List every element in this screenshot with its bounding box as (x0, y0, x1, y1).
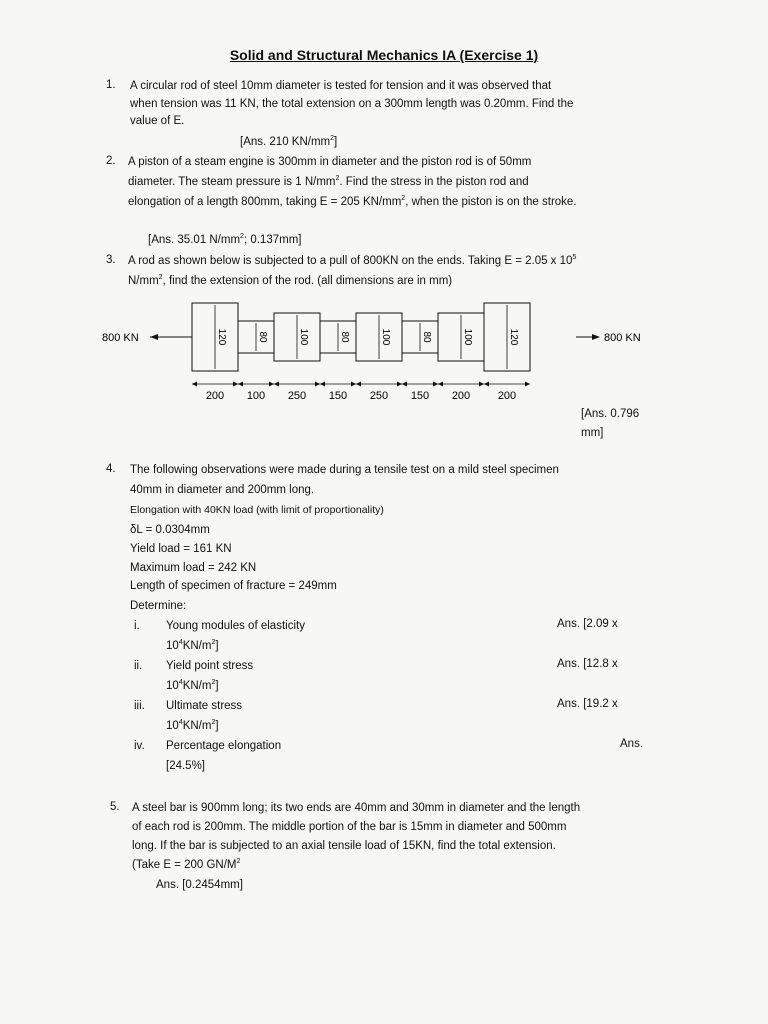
q4-item-ii-roman: ii. (134, 660, 143, 672)
q5-line2: of each rod is 200mm. The middle portion of the bar is 15mm in diameter and 500mm (132, 821, 567, 833)
q1-line3: value of E. (130, 115, 185, 127)
q4-item-iii-answer: Ans. [19.2 x (557, 698, 618, 710)
length-label-2: 100 (246, 390, 266, 402)
q5-line1: A steel bar is 900mm long; its two ends are 40mm and 30mm in diameter and the length (132, 802, 581, 814)
q1-line1: A circular rod of steel 10mm diameter is tested for tension and it was observed that (130, 80, 552, 92)
q4-item-iv-roman: iv. (134, 740, 145, 752)
q4-item-iii-roman: iii. (134, 700, 145, 712)
q4-item-i-answer: Ans. [2.09 x (557, 618, 618, 630)
q1-number: 1. (106, 79, 116, 91)
q4-line1: The following observations were made during a tensile test on a mild steel specimen (130, 464, 559, 476)
length-arrowhead-right-5 (397, 382, 402, 387)
q4-line2: 40mm in diameter and 200mm long. (130, 484, 315, 496)
diameter-label-2: 80 (257, 331, 268, 343)
q4-line7: Length of specimen of fracture = 249mm (130, 580, 337, 592)
q2-number: 2. (106, 155, 116, 167)
q5-line3: long. If the bar is subjected to an axial tensile load of 15KN, find the total extension. (132, 840, 556, 852)
length-label-1: 200 (205, 390, 225, 402)
page-title: Solid and Structural Mechanics IA (Exercise 1) (229, 47, 539, 63)
q4-item-i-roman: i. (134, 620, 140, 632)
length-arrowhead-right-6 (433, 382, 438, 387)
load-left-label: 800 KN (102, 332, 139, 344)
q2-answer: [Ans. 35.01 $N/mm^2$; 0.137mm] (148, 233, 302, 246)
q4-number: 4. (106, 463, 116, 475)
load-right-arrowhead (592, 334, 600, 340)
length-arrowhead-right-3 (315, 382, 320, 387)
diameter-label-1: 120 (216, 328, 227, 346)
q5-line4: (Take E = 200 $GN/M^2$ (132, 858, 241, 871)
length-arrowhead-left-4 (320, 382, 325, 387)
length-label-3: 250 (287, 390, 307, 402)
q1-answer: [Ans. 210 $KN/mm^2$] (240, 135, 338, 148)
q4-item-iii-cont: $10^4KN/m^2$] (166, 719, 219, 732)
q5-answer: Ans. [0.2454mm] (156, 879, 243, 891)
diameter-label-8: 120 (508, 328, 519, 346)
q4-item-iv-cont: [24.5%] (166, 760, 205, 772)
q5-number: 5. (110, 801, 120, 813)
q4-line6: Maximum load = 242 KN (130, 562, 257, 574)
q4-item-iii-text: Ultimate stress (166, 700, 243, 712)
length-label-5: 250 (369, 390, 389, 402)
q4-item-iv-text: Percentage elongation (166, 740, 282, 752)
length-arrowhead-right-1 (233, 382, 238, 387)
q2-line3: elongation of a length 800mm, taking E = 205 $KN/mm^2$, when the piston is on the stroke. (128, 195, 577, 208)
q4-item-ii-cont: $10^4KN/m^2$] (166, 679, 219, 692)
diameter-label-5: 100 (380, 328, 391, 346)
length-arrowhead-right-2 (269, 382, 274, 387)
diameter-label-3: 100 (298, 328, 309, 346)
load-left-arrowhead (150, 334, 158, 340)
length-label-6: 150 (410, 390, 430, 402)
diameter-label-7: 100 (462, 328, 473, 346)
stepped-rod-diagram (100, 298, 660, 413)
q2-line1: A piston of a steam engine is 300mm in diameter and the piston rod is of 50mm (128, 156, 532, 168)
length-arrowhead-right-7 (479, 382, 484, 387)
length-arrowhead-left-1 (192, 382, 197, 387)
q4-item-ii-answer: Ans. [12.8 x (557, 658, 618, 670)
length-arrowhead-left-5 (356, 382, 361, 387)
q4-line8: Determine: (130, 600, 187, 612)
q4-line4: δL = 0.0304mm (130, 524, 210, 536)
length-label-8: 200 (497, 390, 517, 402)
length-arrowhead-left-7 (438, 382, 443, 387)
length-label-4: 150 (328, 390, 348, 402)
q4-item-i-text: Young modules of elasticity (166, 620, 305, 632)
length-arrowhead-right-8 (525, 382, 530, 387)
q3-line2: $N/mm^2$, find the extension of the rod. (all dimensions are in mm) (128, 274, 453, 287)
load-right-label: 800 KN (604, 332, 641, 344)
length-arrowhead-right-4 (351, 382, 356, 387)
length-arrowhead-left-6 (402, 382, 407, 387)
diameter-label-6: 80 (421, 331, 432, 343)
q1-line2: when tension was 11 KN, the total extension on a 300mm length was 0.20mm. Find the (130, 98, 574, 110)
q4-line3: Elongation with 40KN load (with limit of proportionality) (130, 504, 384, 516)
q3-answer-line1: [Ans. 0.796 (581, 408, 640, 420)
q3-line1: A rod as shown below is subjected to a pull of 800KN on the ends. Taking E = 2.05 x $10^5$ (128, 254, 577, 267)
q4-item-i-cont: $10^4KN/m^2$] (166, 639, 219, 652)
diameter-label-4: 80 (339, 331, 350, 343)
q3-number: 3. (106, 254, 116, 266)
length-arrowhead-left-3 (274, 382, 279, 387)
length-label-7: 200 (451, 390, 471, 402)
q4-item-iv-answer: Ans. (620, 738, 644, 750)
q2-line2: diameter. The steam pressure is 1 $N/mm^2$. Find the stress in the piston rod and (128, 175, 529, 188)
length-arrowhead-left-8 (484, 382, 489, 387)
q3-answer-line2: mm] (581, 427, 604, 439)
q4-line5: Yield load = 161 KN (130, 543, 232, 555)
q4-item-ii-text: Yield point stress (166, 660, 254, 672)
length-arrowhead-left-2 (238, 382, 243, 387)
